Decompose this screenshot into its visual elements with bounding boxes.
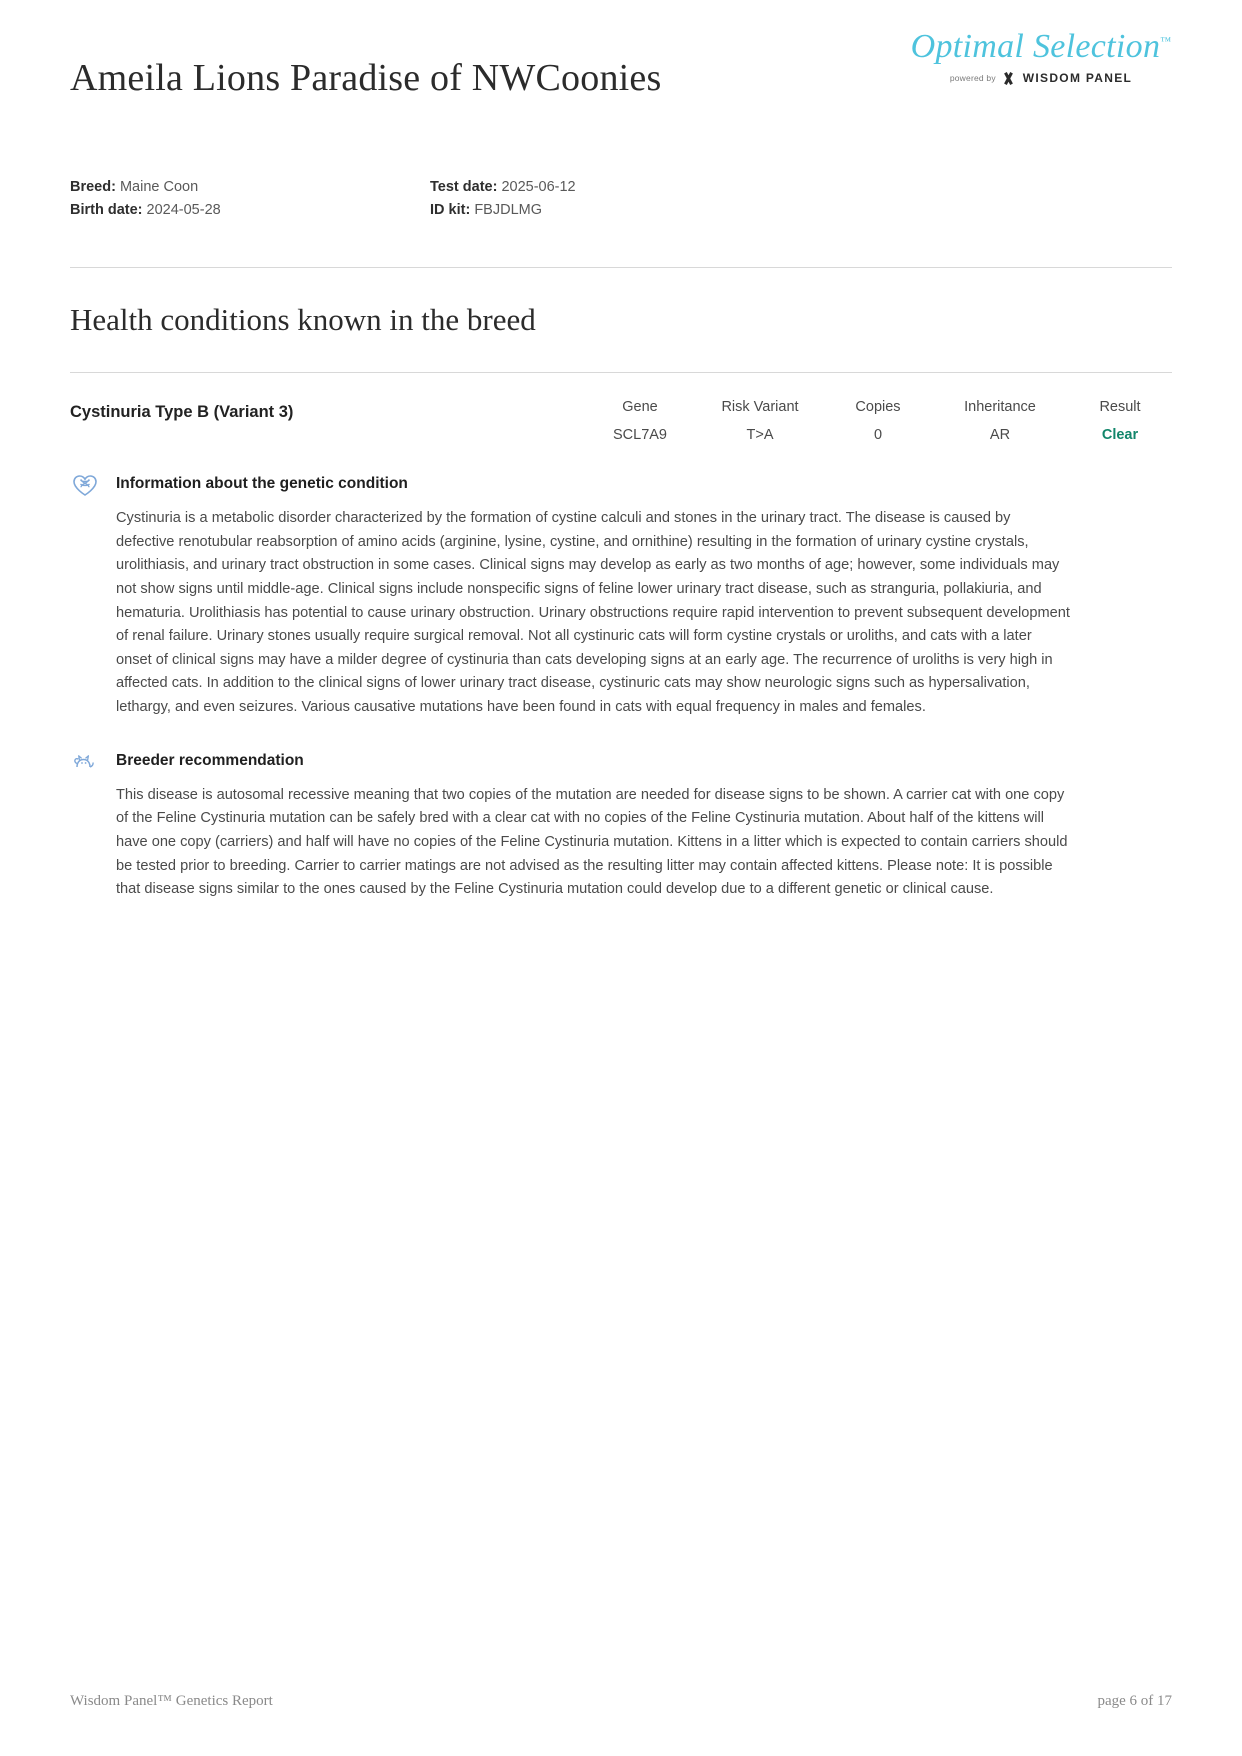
page-header — [70, 0, 1172, 168]
column-header-inheritance: Inheritance — [964, 398, 1036, 415]
breed-value: Maine Coon — [119, 179, 199, 195]
value-inheritance: AR — [989, 426, 1011, 443]
value-copies: 0 — [873, 426, 883, 443]
status-badge: Clear — [1101, 426, 1139, 443]
breeder-recommendation-title: Breeder recommendation — [116, 751, 304, 769]
condition-name: Cystinuria Type B (Variant 3) — [70, 402, 294, 421]
page-title: Ameila Lions Paradise of NWCoonies — [70, 57, 662, 99]
value-gene: SCL7A9 — [612, 426, 667, 443]
value-risk-variant: T>A — [746, 426, 774, 443]
column-header-risk-variant: Risk Variant — [721, 398, 799, 415]
column-gene — [584, 399, 696, 443]
id-kit-value: FBJDLMG — [474, 202, 542, 219]
column-copies — [824, 399, 932, 443]
breed-row — [70, 176, 430, 199]
breeder-recommendation-body: This disease is autosomal recessive meaning that two copies of the mutation are needed for disease signs to be shown. A carrier cat with one copy of the Feline Cystinuria mutation can be safely bred with a clear cat with no copies of the Feline Cystinuria mutation. About half of the kittens will have one copy (carriers) and half will have no copies of the Feline Cystinuria mutation. Kittens in a litter which is expected to contain carriers should be tested prior to breeding. Carrier to carrier matings are not advised as the resulting litter may contain affected kittens. Please note: It is possible that disease signs similar to the ones caused by the Feline Cystinuria mutation could develop due to a different genetic or clinical cause. — [116, 786, 1068, 898]
id-kit-label: ID kit: — [430, 202, 471, 219]
meta-column-right — [430, 176, 576, 223]
page-footer — [70, 1693, 1172, 1710]
test-date-value: 2025-06-12 — [501, 179, 576, 195]
id-kit-row — [430, 199, 576, 222]
column-inheritance — [932, 399, 1068, 443]
column-header-result: Result — [1099, 398, 1141, 415]
section-title: Health conditions known in the breed — [70, 302, 1172, 373]
footer-page-number: page 6 of 17 — [1097, 1693, 1172, 1709]
brand-partner-name: WISDOM PANEL — [1022, 71, 1133, 85]
column-header-gene: Gene — [622, 398, 658, 415]
column-risk-variant — [696, 399, 824, 443]
footer-report-label: Wisdom Panel™ Genetics Report — [70, 1693, 273, 1709]
test-date-row — [430, 176, 576, 199]
pet-meta — [70, 176, 1172, 223]
brand-name: Optimal Selection™ — [910, 28, 1172, 65]
genetic-condition-info-title: Information about the genetic condition — [116, 474, 408, 492]
brand-powered-by — [910, 71, 1172, 85]
meta-column-left — [70, 176, 430, 223]
brand-trademark: ™ — [1160, 35, 1172, 48]
birth-date-row — [70, 199, 430, 222]
dna-heart-icon — [70, 473, 100, 497]
wisdom-panel-mark-icon — [1002, 72, 1015, 85]
header-divider — [70, 267, 1172, 268]
powered-by-label: powered by — [949, 73, 996, 83]
breeder-recommendation — [70, 752, 1172, 902]
test-date-label: Test date: — [430, 179, 498, 195]
genetic-condition-info-body: Cystinuria is a metabolic disorder characterized by the formation of cystine calculi and stones in the urinary tract. The disease is caused by defective renotubular reabsorption of amino acids (arginine, lysine, cystine, and ornithine) resulting in the formation of urinary cystine crystals, urolithiasis, and urinary tract obstruction in some cases. Clinical signs may develop as early as two months of age; however, some individuals may not show signs until middle-age. Clinical signs include nonspecific signs of feline lower urinary tract disease, such as stranguria, pollakiuria, and hematuria. Urolithiasis has potential to cause urinary obstruction. Urinary obstructions require rapid intervention to prevent subsequent development of renal failure. Urinary stones usually require surgical removal. Not all cystinuric cats will form cystine crystals or uroliths, and cats with a later onset of clinical signs may have a milder degree of cystinuria than cats developing signs at an early age. The recurrence of uroliths is very high in affected cats. In addition to the clinical signs of lower urinary tract disease, cystinuric cats may show neurologic signs such as hypersalivation, lethargy, and even seizures. Various causative mutations have been found in cats with equal frequency in males and females. — [116, 509, 1070, 716]
birth-date-value: 2024-05-28 — [146, 202, 221, 219]
breed-label: Breed: — [70, 179, 116, 195]
genetic-condition-info — [70, 475, 1172, 720]
column-result — [1068, 399, 1172, 443]
condition-header — [70, 399, 1172, 443]
condition-block — [70, 399, 1172, 902]
column-header-copies: Copies — [855, 398, 901, 415]
cat-icon — [70, 750, 100, 774]
condition-result-table — [570, 399, 1172, 443]
brand-logo — [910, 30, 1172, 85]
birth-date-label: Birth date: — [70, 202, 143, 219]
